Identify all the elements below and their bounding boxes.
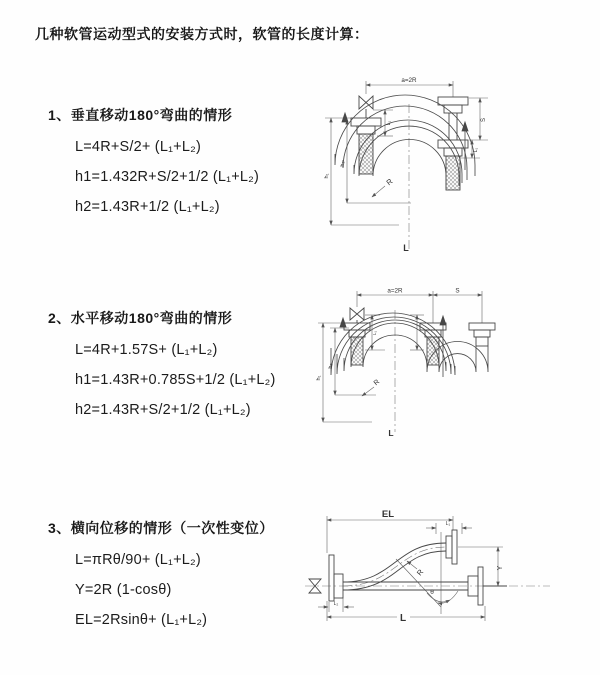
dim-label-el: EL [381,509,395,520]
section-2-heading: 2、水平移动180°弯曲的情形 [48,310,233,326]
diagram-vertical-180-bend [313,70,600,255]
label-hose-length: L [388,428,394,438]
formula-l: L=πRθ/90+ (L₁+L₂) [75,552,201,568]
label-hose-length: L [403,243,409,253]
section-1 [48,105,259,222]
diagram-horizontal-180-bend [310,282,600,442]
dim-label-l1: L₁ [372,330,377,336]
dim-label-a2r: a=2R [387,287,403,295]
d3-labels [334,509,504,624]
valve-icon [350,308,364,320]
section-2 [48,308,276,425]
diagram-lateral-displacement [300,502,600,652]
dim-label-s: S [481,117,487,123]
d3-pipework [309,530,507,605]
label-bend-radius: R [372,378,382,388]
dim-label-l1-left: L₁ [386,120,392,126]
label-angle-theta: θ [430,589,434,596]
dim-label-s: S [455,287,460,295]
dim-label-l1-right: L₁ [473,147,479,153]
formula-h1: h1=1.43R+0.785S+1/2 (L₁+L₂) [75,372,276,388]
label-bend-radius: R [414,567,426,578]
label-bend-radius: R [384,176,395,188]
dim-label-h2: h₂ [340,161,346,167]
formula-h2: h2=1.43R+1/2 (L₁+L₂) [75,199,220,215]
d1-pipework [351,96,468,190]
section-1-heading: 1、垂直移动180°弯曲的情形 [48,107,233,123]
dim-label-l1: L₁ [445,521,451,527]
d1-dimension-lines [325,81,488,225]
formula-h2: h2=1.43R+S/2+1/2 (L₁+L₂) [75,402,251,418]
d1-labels [324,77,487,253]
dim-label-h1: h₁ [316,375,322,381]
dim-label-l2: L₂ [333,601,339,607]
d3-angle-construction [396,532,458,614]
d2-pipework [344,308,495,365]
d3-dimension-lines [318,516,503,621]
page-title: 几种软管运动型式的安装方式时，软管的长度计算： [35,26,369,42]
d3-centerlines [305,547,550,586]
dim-label-y: Y [497,565,504,571]
dim-label-h1: h₁ [324,173,330,179]
formula-el: EL=2Rsinθ+ (L₁+L₂) [75,612,208,628]
d2-dimension-lines [318,291,482,422]
dim-label-a2r: a=2R [401,77,417,84]
formula-y: Y=2R (1-cosθ) [75,582,172,598]
formula-l: L=4R+1.57S+ (L₁+L₂) [75,342,218,358]
section-3 [48,518,274,635]
formula-h1: h1=1.432R+S/2+1/2 (L₁+L₂) [75,169,260,185]
section-3-heading: 3、横向位移的情形（一次性变位） [48,520,274,536]
label-hose-length: L [399,613,407,624]
formula-l: L=4R+S/2+ (L₁+L₂) [75,139,201,155]
dim-label-h2: h₂ [328,363,334,369]
